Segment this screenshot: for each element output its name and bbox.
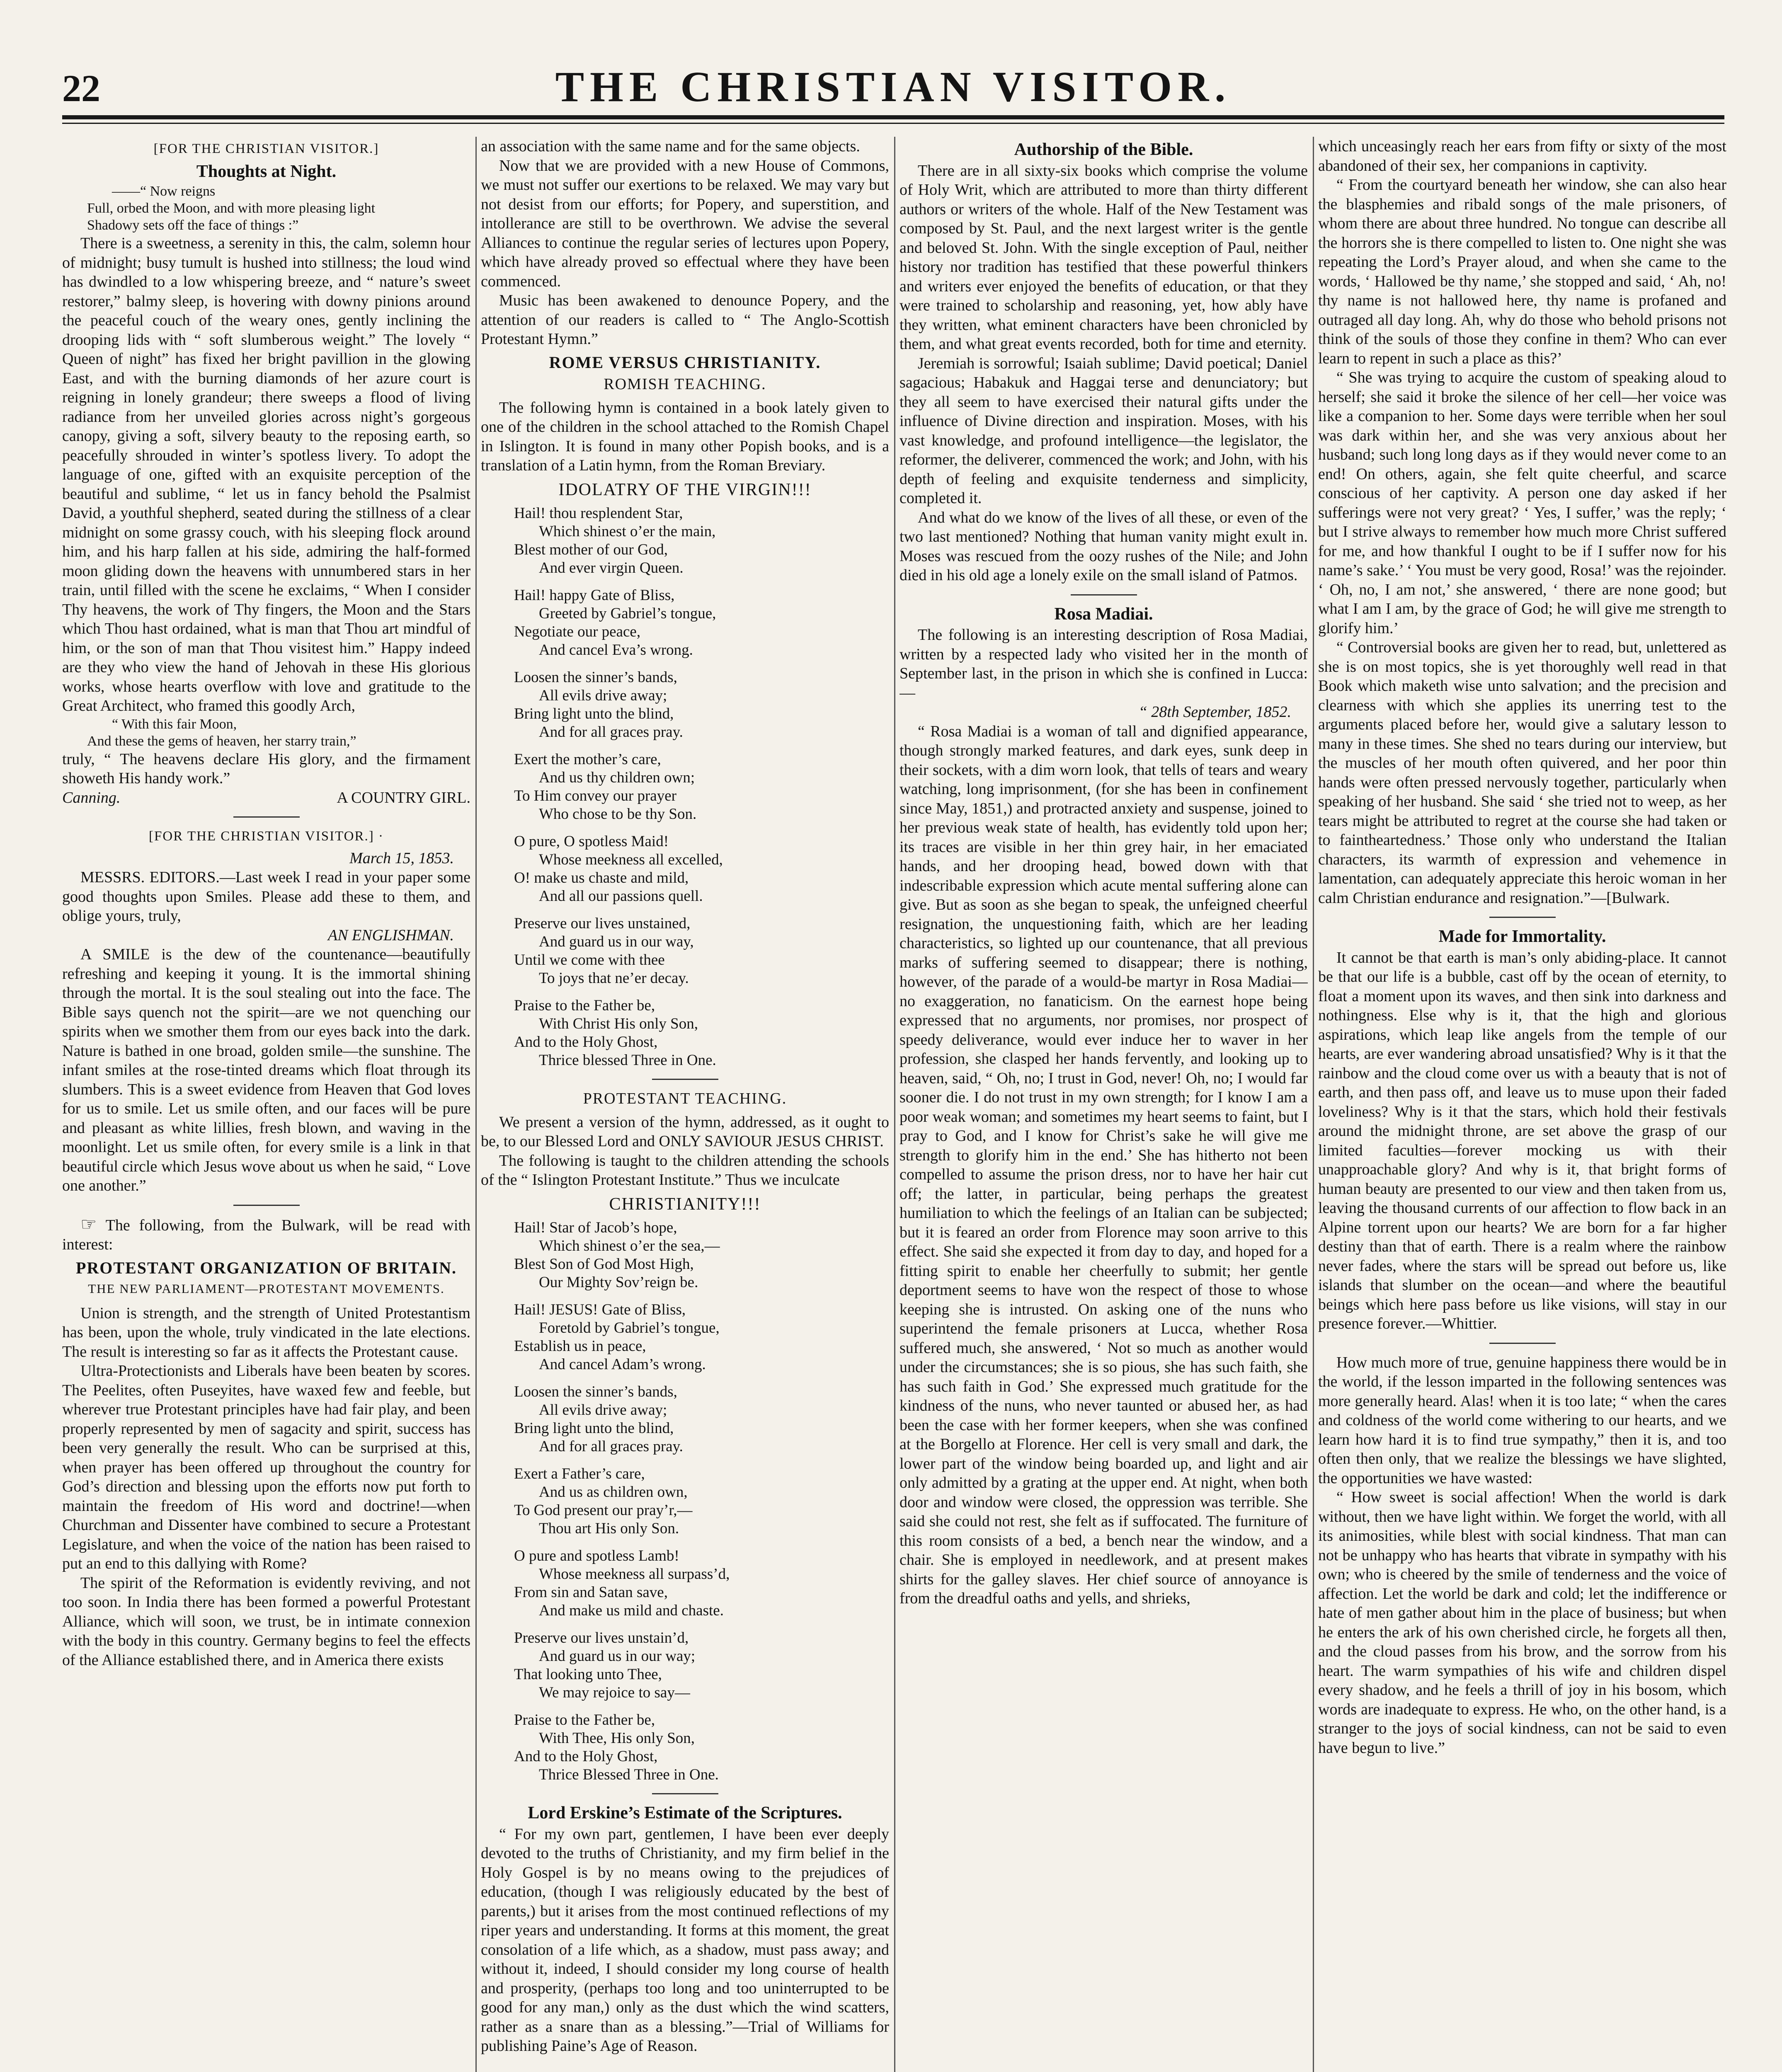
verse-line: Blest Son of God Most High, (514, 1256, 694, 1273)
verse-line: Praise to the Father be, (514, 1711, 655, 1728)
article-heading-lord-erskine: Lord Erskine’s Estimate of the Scriptures. (528, 1803, 842, 1823)
paragraph: “ Rosa Madiai is a woman of tall and dignified appearance, though strongly marked features, and dark eyes, sunk deep in their sockets, with a dim worn look, that tells of tears and weary watching, long imprisonment, (for she has been in confinement since May, 1851,) and protracted anxiety and suspense, joined to her previous weak state of health, has evidently told upon her; its traces are visible in her thin grey hair, in her emaciated hands, and her drooping head, bowed down with that indescribable expression which acute mental suffering alone can give. But as soon as she began to speak, the unfeigned cheerful resignation, the unquestioning faith, which are her leading characteristics, so lighted up our countenance, that all previous marks of suffering seemed to disappear; there is nothing, however, of the parade of a would-be martyr in Rosa Madiai—no exaggeration, no fanaticism. On the earnest hope being expressed that no arguments, nor promises, nor prospect of speedy deliverance, would ever induce her to waver in her profession, she clasped her hands fervently, and looking up to heaven, said, “ Oh, no; I trust in God, never! Oh, no; I would far sooner die. I do not trust in my own strength; for I know I am a poor weak woman; and sometimes my heart seems to faint, but I pray to God, and I know for Christ’s sake he will give me strength to glorify him in the end.’ She has hitherto not been compelled to assume the prison dress, nor to have her hair cut off; the latter, in particular, being perhaps the greatest humiliation to which the feelings of an Italian can be subjected; but it is feared an order from Florence may soon arrive to this effect. She said she expected it from day to day, and hoped for a fitting spirit to enable her cheerfully to submit; her gentle deportment seems to have won the respect of those to whose keeping she is intrusted. On asking one of the nuns who superintend the female prisoners at Lucca, whether Rosa suffered much, she answered, ‘ Not so much as another would under the circumstances; she is so pious, she has such faith, she has such faith in God.’ She expressed much gratitude for the kindness of the nuns, who never taunted or abused her, as had been the case with her former keepers, when she was confined at the Borgello at Florence. Her cell is very small and dark, the lower part of the window being boarded up, and light and air only admitted by a grating at the upper end. At night, when both door and window were closed, the oppression was terrible. She said she could not rest, she felt as if suffocated. The furniture of this room consists of a bed, a bench near the window, and a chair. She is employed in needlework, and at present makes shirts for the galley slaves. Her chief source of annoyance is from the dreadful oaths and yells, and shrieks, (899, 722, 1308, 1607)
verse-line: Thrice blessed Three in One. (539, 1052, 716, 1069)
paragraph: “ How sweet is social affection! When the world is dark without, then we have light within. We forget the world, with all its animosities, while blest with social kindness. That man can not be unhappy who has hearts that vibrate in sympathy with his own; who is cheered by the smile of tenderness and the voice of affection. Let the world be dark and cold; let the indifference or hate of men gather about him in the place of business; but when he enters the ark of his own cherished circle, he forgets all then, and the cloud passes from his brow, and the sorrow from his heart. The warm sympathies of his wife and children dispel every shadow, and he feels a thrill of joy in his bosom, which words are inadequate to express. He who, on the other hand, is a stranger to the joys of social kindness, can not be said to even have begun to live.” (1318, 1489, 1726, 1757)
verse-line: Thrice Blessed Three in One. (539, 1766, 719, 1783)
paragraph: an association with the same name and for the same objects. (481, 138, 860, 155)
hymn-verse (514, 1383, 889, 1456)
verse-line: With Christ His only Son, (539, 1015, 698, 1032)
verse-line: And to the Holy Ghost, (514, 1034, 658, 1051)
paragraph (62, 1215, 470, 1254)
separator (652, 1079, 718, 1080)
column-4 (1318, 137, 1726, 2072)
paragraph: The following hymn is contained in a book lately given to one of the children in the school attached to the Romish Chapel in Islington. It is found in many other Popish books, and is a translation of a Latin hymn, from the Roman Breviary. (481, 399, 889, 474)
verse-line: With Thee, His only Son, (539, 1730, 695, 1747)
verse-line: Whose meekness all excelled, (539, 851, 723, 868)
paragraph: truly, “ The heavens declare His glory, and the firmament showeth His handy work.” (62, 750, 470, 787)
paragraph: “ Controversial books are given her to read, but, unlettered as she is on most topics, she is yet thoroughly well read in that Book which maketh wise unto salvation; and the precision and clearness with which she applies its unerring test to the arguments placed before her, would give a salutary lesson to many in these times. She shed no tears during our interview, but the muscles of her mouth often quivered, and her poor thin hands were often pressed nervously together, particularly when speaking of her husband. She said ‘ she tried not to weep, as her tears might be attributed to regret at the course she had taken or to faintheartedness.’ Those only who understand the Italian characters, its warmth of expression and vehemence in lamentation, can adequately appreciate this heroic woman in her calm Christian endurance and resignation.”—[Bulwark. (1318, 639, 1726, 907)
separator (1489, 917, 1556, 918)
article-subheading: ROMISH TEACHING. (604, 375, 766, 393)
article-date: “ 28th September, 1852. (1138, 703, 1291, 721)
paragraph: Music has been awakened to denounce Popery, and the attention of our readers is called to “ The Anglo-Scottish Protestant Hymn.” (481, 292, 889, 348)
page-number: 22 (62, 67, 100, 109)
verse-line: Preserve our lives unstained, (514, 915, 691, 932)
verse-line: Loosen the sinner’s bands, (514, 669, 677, 686)
article-heading-protestant-organization: PROTESTANT ORGANIZATION OF BRITAIN. (75, 1258, 457, 1277)
verse-line: And all our passions quell. (539, 888, 703, 905)
signoff (62, 788, 470, 808)
poem-quote (87, 716, 470, 750)
separator (652, 1793, 718, 1794)
hymn-verse (514, 586, 889, 659)
verse-line: We may rejoice to say— (539, 1684, 690, 1701)
article-credit: [FOR THE CHRISTIAN VISITOR.] · (149, 829, 384, 844)
column-divider (894, 137, 895, 2072)
verse-line: And for all graces pray. (539, 724, 683, 741)
paragraph: It cannot be that earth is man’s only abiding-place. It cannot be that our life is a bubble, cast off by the ocean of eternity, to float a moment upon its waves, and then sink into darkness and nothingness. Else why is it, that the high and glorious aspirations, which leap like angels from the temple of our hearts, are ever wandering abroad unsatisfied? Why is it that the rainbow and the cloud come over us with a beauty that is not of earth, and then pass off, and leave us to muse upon their faded loveliness? Why is it that the stars, which hold their festivals around the midnight throne, are set above the grasp of our limited faculties—forever mocking us with their unapproachable glory? And why is it, that bright forms of human beauty are presented to our view and then taken from us, leaving the thousand currents of our affection to flow back in an Alpine torrent upon our hearts? We are born for a far higher destiny than that of earth. There is a realm where the rainbow never fades, where the stars will be spread out before us, like islands that slumber on the ocean—and where the beautiful beings which here pass before us like visions, will stay in our presence forever.—Whittier. (1318, 949, 1726, 1332)
separator (233, 816, 300, 818)
paragraph: Ultra-Protectionists and Liberals have been beaten by scores. The Peelites, often Puseyites, have waxed few and feeble, but wherever true Protestant principles have had fair play, and been properly represented by men of sagacity and spirit, success has been very generally the result. Who can be surprised at this, when prayer has been offered up throughout the country for God’s direction and blessing upon the efforts now put forth to maintain the freedom of His word and doctrine!—when Churchman and Dissenter have combined to secure a Protestant Legislature, and when the voice of the nation has been raised to put an end to this dallying with Rome? (62, 1362, 470, 1572)
newspaper-title: THE CHRISTIAN VISITOR. (555, 63, 1232, 111)
separator (233, 1205, 300, 1206)
article-subheading: PROTESTANT TEACHING. (583, 1090, 787, 1107)
paragraph: “ For my own part, gentlemen, I have been ever deeply devoted to the truths of Christianity, and my firm belief in the Holy Gospel is by no means owing to the prejudices of education, (though I was religiously educated by the best of parents,) but it arises from the most continued reflections of my riper years and understanding. It forms at this moment, the great consolation of a life which, as a shadow, must pass away; and without it, indeed, I should consider my long course of health and prosperity, (perhaps too long and too uninterrupted to be good for any man,) only as the dust which the wind scatters, rather as a snare than as a blessing.”—Trial of Williams for publishing Paine’s Age of Reason. (481, 1825, 889, 2055)
paragraph: There is a sweetness, a serenity in this, the calm, solemn hour of midnight; busy tumult is hushed into stillness; the loud wind has dwindled to a low whispering breeze, and “ nature’s sweet restorer,” balmy sleep, is hovering with downy pinions around the peaceful couch of the weary ones, gently inclining the drooping lids with “ soft slumberous weight.” The lovely “ Queen of night” has fixed her bright pavillion in the glowing East, and with the burning diamonds of her azure court is reigning in lonely grandeur; there sweeps a flood of living radiance from her unveiled glories across night’s gorgeous canopy, giving a soft, silvery beauty to the reposing earth, so peacefully shrouded in winter’s spotless livery. To adopt the language of one, gifted with an exquisite perception of the beautiful and sublime, “ let us in fancy behold the Psalmist David, a youthful shepherd, seated during the stillness of a clear midnight on some grassy couch, with his sleeping flock around him, and his harp fallen at his side, admiring the half-formed moon gliding down the heavens with unnumbered stars in her train, until filled with the scene he exclaims, “ When I consider Thy heavens, the work of Thy fingers, the Moon and the Stars which Thou hast ordained, what is man that Thou art mindful of him, or the son of man that Thou visitest him.” Happy indeed are they who view the hand of Jehovah in these His glorious works, whose hearts overflow with love and gratitude to the Great Architect, who framed this goodly Arch, (62, 235, 470, 714)
verse-line: And cancel Eva’s wrong. (539, 641, 693, 658)
verse-line: All evils drive away; (539, 1402, 667, 1418)
article-heading-thoughts-at-night: Thoughts at Night. (196, 162, 337, 181)
paragraph: The following is taught to the children attending the schools of the “ Islington Protestant Institute.” Thus we inculcate (481, 1152, 889, 1188)
verse-line: And for all graces pray. (539, 1438, 683, 1455)
paragraph: MESSRS. EDITORS.—Last week I read in your paper some good thoughts upon Smiles. Please add these to them, and oblige yours, truly, (62, 869, 470, 925)
paragraph: The spirit of the Reformation is evidently reviving, and not too soon. In India there has been formed a powerful Protestant Alliance, which will soon, we trust, be in intimate connexion with the body in this country. Germany begins to feel the effects of the Alliance established there, and in America there exists (62, 1574, 470, 1669)
column-3 (899, 137, 1308, 2072)
poem-line: “ With this fair Moon, (112, 716, 237, 732)
separator (1489, 1343, 1556, 1344)
poem-line: And these the gems of heaven, her starry train,” (87, 733, 356, 749)
verse-line: O pure and spotless Lamb! (514, 1547, 679, 1564)
pointing-hand-icon: ☞ (80, 1214, 97, 1234)
separator (1071, 594, 1137, 595)
paragraph: Jeremiah is sorrowful; Isaiah sublime; David poetical; Daniel sagacious; Habakuk and Haggai terse and denunciatory; but they all seem to have exercised their natural gifts under the influence of Divine direction and inspiration. Moses, with his vast knowledge, and profound intelligence—the legislator, the reformer, the deliverer, commenced the work; and John, with his depth of feeling and exquisite tenderness and simplicity, completed it. (899, 354, 1308, 507)
masthead-rule-thin (62, 123, 1724, 124)
verse-line: O pure, O spotless Maid! (514, 833, 669, 850)
article-heading-rome-versus-christianity: ROME VERSUS CHRISTIANITY. (549, 353, 821, 372)
article-date: March 15, 1853. (349, 849, 454, 867)
hymn-verse (514, 1547, 889, 1620)
verse-line: Until we come with thee (514, 951, 665, 968)
verse-line: To joys that ne’er decay. (539, 970, 689, 987)
verse-line: Exert the mother’s care, (514, 751, 661, 768)
hymn-romish (481, 504, 889, 1070)
verse-line: Which shinest o’er the main, (539, 523, 716, 540)
verse-line: Bring light unto the blind, (514, 1420, 674, 1437)
article-credit: [FOR THE CHRISTIAN VISITOR.] (153, 141, 379, 156)
hymn-verse (514, 1465, 889, 1538)
verse-line: Greeted by Gabriel’s tongue, (539, 605, 716, 622)
hymn-verse (514, 1219, 889, 1292)
poem-line: ——“ Now reigns (112, 184, 216, 199)
verse-line: To Him convey our prayer (514, 787, 676, 804)
verse-line: Praise to the Father be, (514, 997, 655, 1014)
verse-line: Preserve our lives unstain’d, (514, 1629, 689, 1646)
signoff-author: AN ENGLISHMAN. (328, 926, 454, 944)
paragraph: The following is an interesting description of Rosa Madiai, written by a respected lady who visited her in the month of September last, in the prison in which she is confined in Lucca:— (899, 626, 1308, 702)
paragraph: How much more of true, genuine happiness there would be in the world, if the lesson imparted in the following sentences was more generally heard. Alas! when it is too late; “ when the cares and coldness of the world come withering to our hearts, and we learn how hard it is to find true sympathy,” then it is, and too often then only, that we realize the blessings we have slighted, the opportunities we have wasted: (1318, 1353, 1726, 1487)
signoff-place: Canning. (62, 789, 121, 806)
paragraph: There are in all sixty-six books which comprise the volume of Holy Writ, which are attributed to more than thirty different authors or writers of the whole. Half of the New Testament was composed by St. Paul, and the next largest writer is the gentle and beloved St. John. With the single exception of Paul, neither history nor tradition has testified that these powerful thinkers and writers ever enjoyed the benefits of education, or that they were trained to scholarship and reasoning, yet, how ably have they written, what eminent characters have been chronicled by them, and what great events recorded, both for time and eternity. (899, 162, 1308, 353)
column-divider (475, 137, 477, 2072)
verse-line: From sin and Satan save, (514, 1584, 668, 1601)
poem-line: Shadowy sets off the face of things :” (87, 218, 299, 233)
verse-line: Whose meekness all surpass’d, (539, 1566, 730, 1583)
hymn-title: IDOLATRY OF THE VIRGIN!!! (558, 480, 812, 499)
verse-line: Hail! happy Gate of Bliss, (514, 587, 675, 604)
hymn-protestant (481, 1219, 889, 1784)
column-divider (1313, 137, 1314, 2072)
verse-line: To God present our pray’r,— (514, 1502, 693, 1519)
verse-line: Our Mighty Sov’reign be. (539, 1274, 698, 1291)
verse-line: Bring light unto the blind, (514, 705, 674, 722)
verse-line: Hail! JESUS! Gate of Bliss, (514, 1301, 686, 1318)
hymn-verse (514, 504, 889, 577)
paragraph-text: The following, from the Bulwark, will be read with interest: (62, 1216, 470, 1253)
verse-line: And to the Holy Ghost, (514, 1748, 658, 1765)
paragraph: which unceasingly reach her ears from fifty or sixty of the most abandoned of their sex, her companions in captivity. (1318, 138, 1726, 174)
hymn-verse (514, 1301, 889, 1374)
verse-line: O! make us chaste and mild, (514, 869, 689, 886)
verse-line: And guard us in our way; (539, 1648, 696, 1665)
verse-line: And make us mild and chaste. (539, 1602, 724, 1619)
hymn-verse (514, 1629, 889, 1702)
hymn-verse (514, 668, 889, 741)
verse-line: Establish us in peace, (514, 1338, 646, 1355)
hymn-verse (514, 915, 889, 988)
article-heading-rosa-madiai: Rosa Madiai. (1054, 604, 1153, 624)
verse-line: Which shinest o’er the sea,— (539, 1237, 720, 1254)
hymn-title: CHRISTIANITY!!! (609, 1194, 761, 1214)
verse-line: Exert a Father’s care, (514, 1465, 645, 1482)
column-1 (62, 137, 470, 2072)
verse-line: Hail! Star of Jacob’s hope, (514, 1219, 677, 1236)
masthead-rule (62, 115, 1724, 119)
verse-line: And ever virgin Queen. (539, 559, 684, 576)
hymn-verse (514, 833, 889, 905)
paragraph: And what do we know of the lives of all these, or even of the two last mentioned? Nothing that human vanity might exult in. Moses was rescued from the oozy rushes of the Nile; and John died in his old age a lonely exile on the small island of Patmos. (899, 508, 1308, 584)
hymn-verse (514, 1711, 889, 1784)
column-2 (481, 137, 889, 2072)
verse-line: And us thy children own; (539, 769, 695, 786)
verse-line: Hail! thou resplendent Star, (514, 505, 683, 522)
article-heading-made-for-immortality: Made for Immortality. (1438, 927, 1606, 946)
paragraph: A SMILE is the dew of the countenance—beautifully refreshing and keeping it young. It is the immortal shining through the mortal. It is the soul stealing out into the face. The Bible says quench not the spirit—are we not quenching our spirits when we smother them from our eyes back into the dark. Nature is bathed in one broad, golden smile—the sunshine. The infant smiles at the rose-tinted dreams which float through its slumbers. This is a sweet evidence from Heaven that God loves for us to smile. Let us smile often, and our faces will be pure and pleasant as white lillies, fresh blown, and waving in the moonlight. Let us smile often, for every smile is a link in that beautiful circle which Jesus wove about us when he said, “ Love one another.” (62, 946, 470, 1194)
verse-line: That looking unto Thee, (514, 1666, 662, 1683)
masthead (62, 62, 1724, 112)
article-subheading: THE NEW PARLIAMENT—PROTESTANT MOVEMENTS. (88, 1281, 445, 1296)
verse-line: Foretold by Gabriel’s tongue, (539, 1319, 720, 1336)
verse-line: Negotiate our peace, (514, 623, 641, 640)
verse-line: And us as children own, (539, 1484, 688, 1501)
paragraph: “ She was trying to acquire the custom of speaking aloud to herself; she said it broke the silence of her cell—her voice was like a companion to her. Some days were terrible when her soul was dark within her, and she was very anxious about her husband; such long long days as if they would never come to an end! On others, again, she felt quite cheerful, and scarce conscious of her captivity. A person one day asked if her sufferings were not very great? ‘ Yes, I suffer,’ was the reply; ‘ but I strive always to remember how much more Christ suffered for me, and how thankful I ought to be if I suffer now for his name’s sake.’ ‘ You must be very good, Rosa!’ was the rejoinder. ‘ Oh, no, I am not,’ she answered, ‘ there are none good; but what I am I am, by the grace of God; he will give me strength to glorify him.’ (1318, 369, 1726, 637)
verse-line: Who chose to be thy Son. (539, 806, 697, 823)
paragraph: Union is strength, and the strength of United Protestantism has been, upon the whole, truly vindicated in the late elections. The result is interesting so far as it affects the Protestant cause. (62, 1304, 470, 1360)
verse-line: Thou art His only Son. (539, 1520, 679, 1537)
poem-line: Full, orbed the Moon, and with more pleasing light (87, 201, 376, 216)
verse-line: Blest mother of our God, (514, 541, 668, 558)
hymn-verse (514, 997, 889, 1070)
paragraph: We present a version of the hymn, addressed, as it ought to be, to our Blessed Lord and ONLY SAVIOUR JESUS CHRIST. (481, 1113, 889, 1150)
verse-line: And guard us in our way, (539, 933, 694, 950)
paragraph: “ From the courtyard beneath her window, she can also hear the blasphemies and ribald songs of the male prisoners, of whom there are about three hundred. No tongue can describe all the horrors she is there compelled to listen to. One night she was repeating the Lord’s Prayer aloud, and when she came to the words, ‘ Hallowed be thy name,’ she stopped and said, ‘ Ah, no! thy name is not hallowed here, thy name is profaned and outraged all day long. Ah, why do those who behold prisons not think of the souls of those they confine in them? Who can ever learn to repent in such a place as this?’ (1318, 176, 1726, 367)
hymn-verse (514, 750, 889, 823)
verse-line: All evils drive away; (539, 687, 667, 704)
signoff-author: A COUNTRY GIRL. (337, 789, 470, 806)
paragraph: Now that we are provided with a new House of Commons, we must not suffer our exertions to be relaxed. We may vary but not desist from our efforts; for Popery, and superstition, and intollerance are still to be overthrown. We advise the several Alliances to continue the regular series of lectures upon Popery, which have already proved so effectual where they have been commenced. (481, 157, 889, 290)
article-heading-authorship-of-the-bible: Authorship of the Bible. (1014, 140, 1193, 159)
verse-line: And cancel Adam’s wrong. (539, 1356, 706, 1373)
verse-line: Loosen the sinner’s bands, (514, 1383, 677, 1400)
poem-quote (87, 183, 470, 234)
